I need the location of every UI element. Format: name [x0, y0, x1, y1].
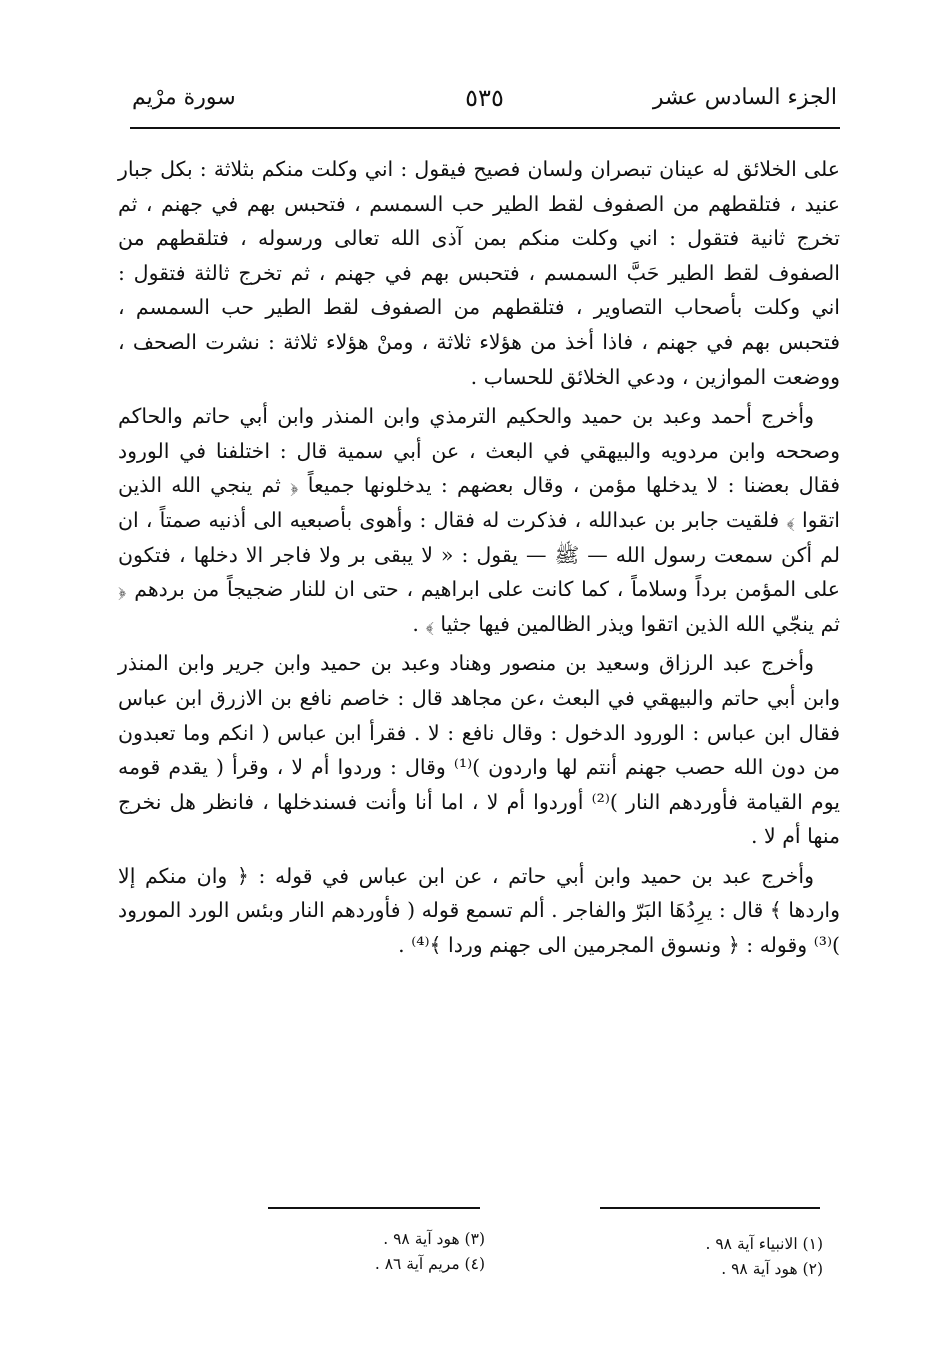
paragraph-1: على الخلائق له عينان تبصران ولسان فصيح فيقول : اني وكلت منكم بثلاثة : بكل جبار عنيد ، فتلقطهم من الصفوف لقط الطير حب السمسم ، فتحبس بهم في جهنم ، ثم تخرج ثانية فتقول : اني وكلت منكم بمن آذى الله تعالى ورسوله ، فتلقطهم من الصفوف لقط الطير حَبَّ السمسم ، فتحبس بهم في جهنم ، ثم تخرج ثالثة فتقول : اني وكلت بأصحاب التصاوير ، فتلقطهم من الصفوف لقط الطير حب السمسم ، فتحبس بهم في جهنم ، فاذا أخذ من هؤلاء ثلاثة ، ومنْ هؤلاء ثلاثة : نشرت الصحف ، ووضعت الموازين ، ودعي الخلائق للحساب .: [118, 157, 840, 389]
part-title: الجزء السادس عشر: [652, 85, 837, 110]
surah-title: سورة مرْيم: [132, 85, 236, 110]
footnotes-column-2: [285, 1227, 485, 1277]
footnote-3: (٣) هود آية ٩٨ .: [383, 1230, 485, 1248]
footnote-divider-left: [268, 1207, 480, 1209]
paragraph-2: وأخرج أحمد وعبد بن حميد والحكيم الترمذي وابن المنذر وابن أبي حاتم والحاكم وصححه وابن مردويه والبيهقي في البعث ، عن أبي سمية قال : اختلفنا في الورود فقال بعضنا : لا يدخلها مؤمن ، وقال بعضهم : يدخلونها جميعاً ﴿ ثم ينجي الله الذين اتقوا ﴾ فلقيت جابر بن عبدالله ، فذكرت له فقال : وأهوى بأصبعيه الى أذنيه صمتاً ، ان لم أكن سمعت رسول الله — ﷺ — يقول : « لا يبقى بر ولا فاجر الا دخلها ، فتكون على المؤمن برداً وسلاماً ، كما كانت على ابراهيم ، حتى ان للنار ضجيجاً من بردهم ﴿ ثم ينجّي الله الذين اتقوا ويذر الظالمين فيها جثيا ﴾ .: [118, 404, 840, 636]
footnote-4: (٤) مريم آية ٨٦ .: [374, 1255, 485, 1273]
footnote-divider-right: [600, 1207, 820, 1209]
page-header: [132, 78, 837, 122]
page-number: ٥٣٥: [465, 84, 504, 112]
footnote-1: (١) الانبياء آية ٩٨ .: [705, 1235, 823, 1253]
footnotes-column-1: [573, 1232, 823, 1282]
paragraph-3: وأخرج عبد الرزاق وسعيد بن منصور وهناد وعبد بن حميد وابن جرير وابن المنذر وابن أبي حاتم والبيهقي في البعث ،عن مجاهد قال : خاصم نافع بن الازرق ابن عباس فقال ابن عباس : الورود الدخول : وقال نافع : لا . فقرأ ابن عباس ( انكم وما تعبدون من دون الله حصب جهنم أنتم لها واردون )⁽¹⁾ وقال : وردوا أم لا ، وقرأ ( يقدم قومه يوم القيامة فأوردهم النار )⁽²⁾ أوردوا أم لا ، اما أنا وأنت فسندخلها ، فانظر هل نخرج منها أم لا .: [118, 651, 840, 849]
paragraph-4: وأخرج عبد بن حميد وابن أبي حاتم ، عن ابن عباس في قوله : ﴿ وان منكم إلا واردها ﴾ قال : يرِدُهَا البَرّ والفاجر . ألم تسمع قوله ( فأوردهم النار وبئس الورد المورود )⁽³⁾ وقوله : ﴿ ونسوق المجرمين الى جهنم وردا ﴾⁽⁴⁾ .: [118, 863, 840, 958]
header-divider: [130, 127, 840, 129]
footnote-2: (٢) هود آية ٩٨ .: [721, 1260, 823, 1278]
main-text: [118, 152, 840, 968]
